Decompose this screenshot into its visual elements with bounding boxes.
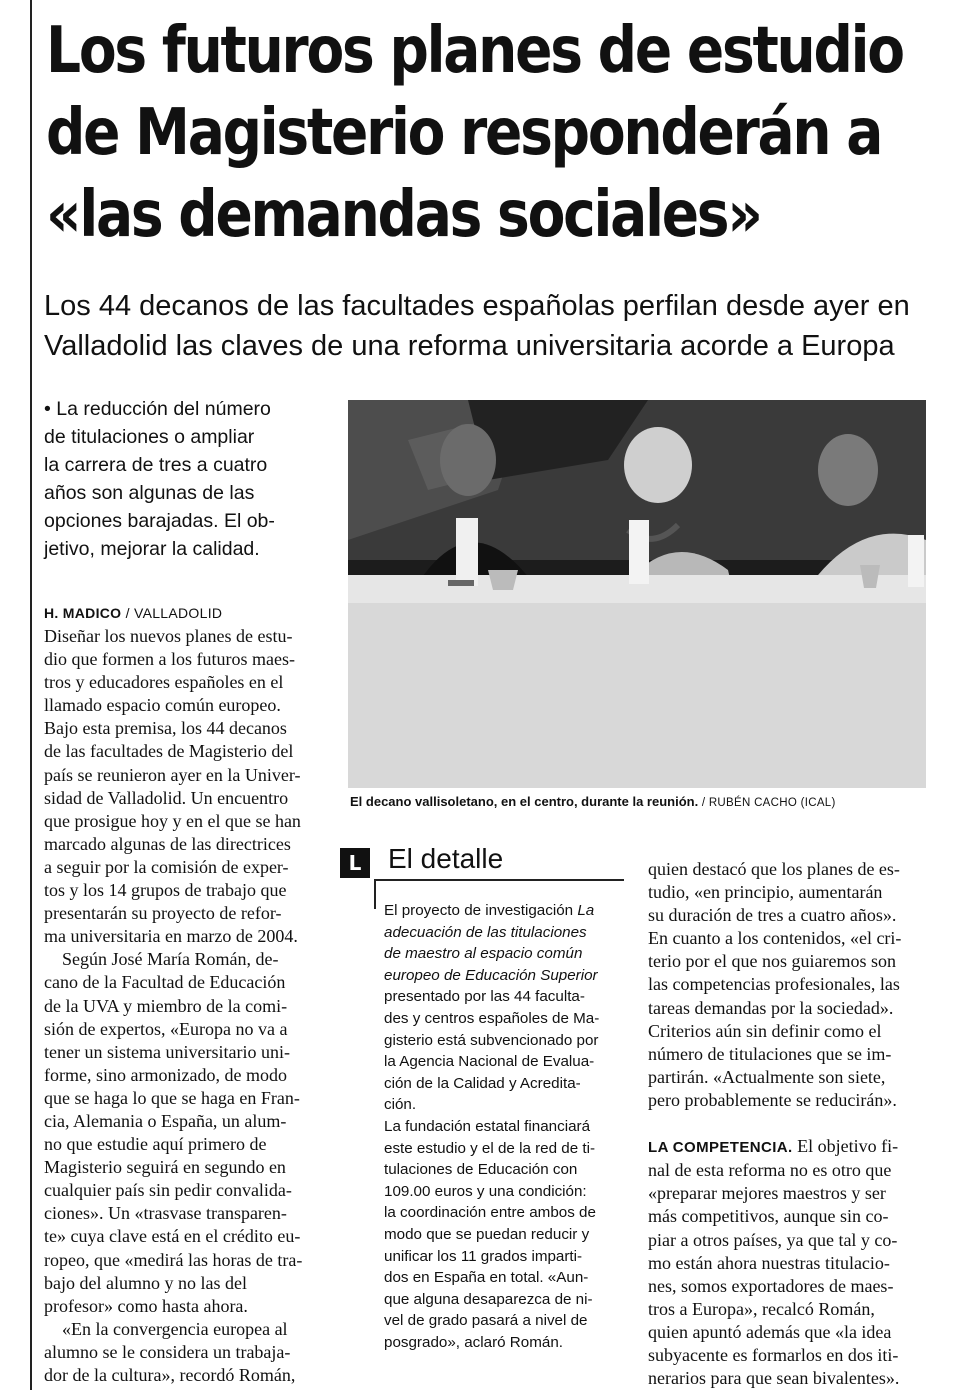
body-line: ciones». Un «trasvase transparen-	[44, 1203, 287, 1224]
body-line: de las facultades de Magisterio del	[44, 741, 294, 762]
body-line: marcado algunas de las directrices	[44, 833, 291, 854]
body-line: país se reunieron ayer en la Univer-	[44, 764, 301, 785]
detail-line: ción de la Calidad y Acredita-	[384, 1074, 581, 1092]
headline	[46, 10, 903, 256]
body-line: quien apuntó además que «la idea	[648, 1321, 892, 1342]
body-line: pero probablemente se reducirán».	[648, 1089, 897, 1110]
detail-line: ción.	[384, 1096, 417, 1114]
body-line: tros y educadores españoles en el	[44, 672, 284, 693]
detail-line: 109.00 euros y una condición:	[384, 1182, 587, 1200]
body-line	[648, 1112, 933, 1135]
body-line: sión de expertos, «Europa no va a	[44, 1018, 288, 1039]
detail-line: la coordinación entre ambos de	[384, 1204, 596, 1222]
body-line: «preparar mejores maestros y ser	[648, 1183, 886, 1204]
detail-title: El detalle	[388, 843, 504, 874]
body-line: las competencias profesionales, las	[648, 974, 900, 995]
subheadline-line: Valladolid las claves de una reforma universitaria acorde a Europa	[44, 330, 895, 362]
body-line: llamado espacio común europeo.	[44, 695, 281, 716]
body-line: Magisterio seguirá en segundo en	[44, 1157, 286, 1178]
body-line: tener un sistema universitario uni-	[44, 1041, 290, 1062]
body-line: Bajo esta premisa, los 44 decanos	[44, 718, 287, 739]
body-line: tros a Europa», recalcó Román,	[648, 1298, 875, 1319]
detail-line: presentado por las 44 faculta-	[384, 988, 585, 1006]
body-line: «En la convergencia europea al	[62, 1318, 288, 1339]
body-line: quien destacó que los planes de es-	[648, 859, 900, 879]
detail-line: este estudio y el de la red de ti-	[384, 1139, 596, 1157]
lead-line: de titulaciones o ampliar	[44, 426, 255, 448]
body-line: partirán. «Actualmente son siete,	[648, 1066, 886, 1087]
caption-text: El decano vallisoletano, en el centro, durante la reunión.	[350, 794, 699, 809]
detail-line: dos en España en total. «Aun-	[384, 1269, 589, 1287]
body-column-1	[44, 625, 329, 1387]
detail-line: modo que se puedan reducir y	[384, 1225, 590, 1243]
body-line: más competitivos, aunque sin co-	[648, 1206, 889, 1227]
body-line: Según José María Román, de-	[62, 949, 279, 970]
body-line: ma universitaria en marzo de 2004.	[44, 926, 298, 947]
body-line: presentarán su proyecto de refor-	[44, 903, 282, 924]
detail-icon: L	[340, 848, 370, 878]
byline-author: H. MADICO	[44, 605, 122, 621]
body-line: LA COMPETENCIA. El objetivo fi-	[648, 1136, 899, 1157]
body-line: sidad de Valladolid. Un encuentro	[44, 787, 289, 808]
lead-line: • La reducción del número	[44, 398, 271, 420]
body-line: piar a otros países, ya que tal y co-	[648, 1229, 898, 1250]
body-line: cia, Alemania o España, un alum-	[44, 1110, 287, 1131]
detail-text	[384, 900, 624, 1353]
body-line: alumno se le considera un trabaja-	[44, 1341, 291, 1362]
body-line: no que estudie aquí primero de	[44, 1134, 267, 1155]
byline	[44, 605, 222, 621]
headline-line: «las demandas sociales»	[46, 178, 761, 252]
detail-vertical-rule	[374, 879, 376, 909]
photo-credit: / RUBÉN CACHO (ICAL)	[701, 797, 836, 809]
detail-line: de maestro al espacio común	[384, 945, 583, 963]
detail-box	[340, 845, 630, 1375]
detail-line: des y centros españoles de Ma-	[384, 1009, 600, 1027]
body-line: cualquier país sin pedir convalida-	[44, 1180, 292, 1201]
subheadline	[44, 286, 924, 366]
body-line: Criterios aún sin definir como el	[648, 1020, 882, 1041]
body-line: dio que formen a los futuros maes-	[44, 649, 295, 670]
detail-line: que alguna desaparezca de ni-	[384, 1290, 593, 1308]
body-line: de la UVA y miembro de la comi-	[44, 995, 288, 1016]
photo-illustration	[348, 400, 926, 788]
body-line: dor de la cultura», recordó Román,	[44, 1365, 296, 1385]
body-line: a seguir por la comisión de exper-	[44, 856, 289, 877]
byline-separator: /	[125, 605, 134, 621]
headline-line: de Magisterio responderán a	[46, 96, 882, 170]
body-line: tudio, «en principio, aumentarán	[648, 882, 883, 903]
body-line: te» cuya clave está en el crédito eu-	[44, 1226, 301, 1247]
meeting-photo	[348, 400, 926, 788]
body-line: que prosigue hoy y en el que se han	[44, 810, 301, 831]
detail-line: europeo de Educación Superior	[384, 966, 598, 984]
detail-line: unificar los 11 grados imparti-	[384, 1247, 583, 1265]
body-line: que se haga lo que se haga en Fran-	[44, 1087, 300, 1108]
subheadline-line: Los 44 decanos de las facultades españolas perfilan desde ayer en	[44, 290, 910, 322]
lead-line: opciones barajadas. El ob-	[44, 510, 275, 532]
body-line: En cuanto a los contenidos, «el cri-	[648, 928, 902, 949]
detail-line: tulaciones de Educación con	[384, 1161, 578, 1179]
headline-line: Los futuros planes de estudio	[46, 14, 903, 88]
detail-rule	[374, 879, 624, 881]
body-line: mo están ahora nuestras titulacio-	[648, 1252, 890, 1273]
detail-line: vel de grado pasará a nivel de	[384, 1312, 588, 1330]
lead-line: la carrera de tres a cuatro	[44, 454, 268, 476]
body-line: nes, somos exportadores de maes-	[648, 1275, 894, 1296]
body-line: su duración de tres a cuatro años».	[648, 905, 897, 926]
body-line: ropeo, que «medirá las horas de tra-	[44, 1249, 303, 1270]
detail-line: la Agencia Nacional de Evalua-	[384, 1053, 595, 1071]
lead-summary	[44, 395, 344, 563]
detail-line: posgrado», aclaró Román.	[384, 1333, 563, 1351]
body-line: nal de esta reforma no es otro que	[648, 1160, 892, 1181]
detail-line: El proyecto de investigación La	[384, 902, 595, 919]
lead-line: años son algunas de las	[44, 482, 255, 504]
body-line: tareas demandas por la sociedad».	[648, 997, 894, 1018]
body-line: cano de la Facultad de Educación	[44, 972, 286, 993]
body-line: profesor» como hasta ahora.	[44, 1295, 248, 1316]
detail-line: adecuación de las titulaciones	[384, 923, 587, 941]
body-line: forme, sino armonizado, de modo	[44, 1064, 287, 1085]
body-line: subyacente es formarlos en dos iti-	[648, 1344, 899, 1365]
body-column-3	[648, 858, 933, 1390]
body-line: nerarios para que sean bivalentes».	[648, 1368, 900, 1389]
body-line: número de titulaciones que se im-	[648, 1043, 892, 1064]
detail-line: La fundación estatal financiará	[384, 1117, 591, 1135]
column-rule	[30, 0, 32, 1390]
body-line: tos y los 14 grupos de trabajo que	[44, 880, 287, 901]
lead-line: jetivo, mejorar la calidad.	[44, 538, 260, 560]
byline-place: VALLADOLID	[133, 605, 223, 621]
body-line: Diseñar los nuevos planes de estu-	[44, 626, 293, 646]
body-line: terio por el que nos guiaremos son	[648, 951, 896, 972]
detail-line: gisterio está subvencionado por	[384, 1031, 599, 1049]
body-line: bajo del alumno y no las del	[44, 1272, 247, 1293]
photo-caption	[350, 794, 836, 809]
